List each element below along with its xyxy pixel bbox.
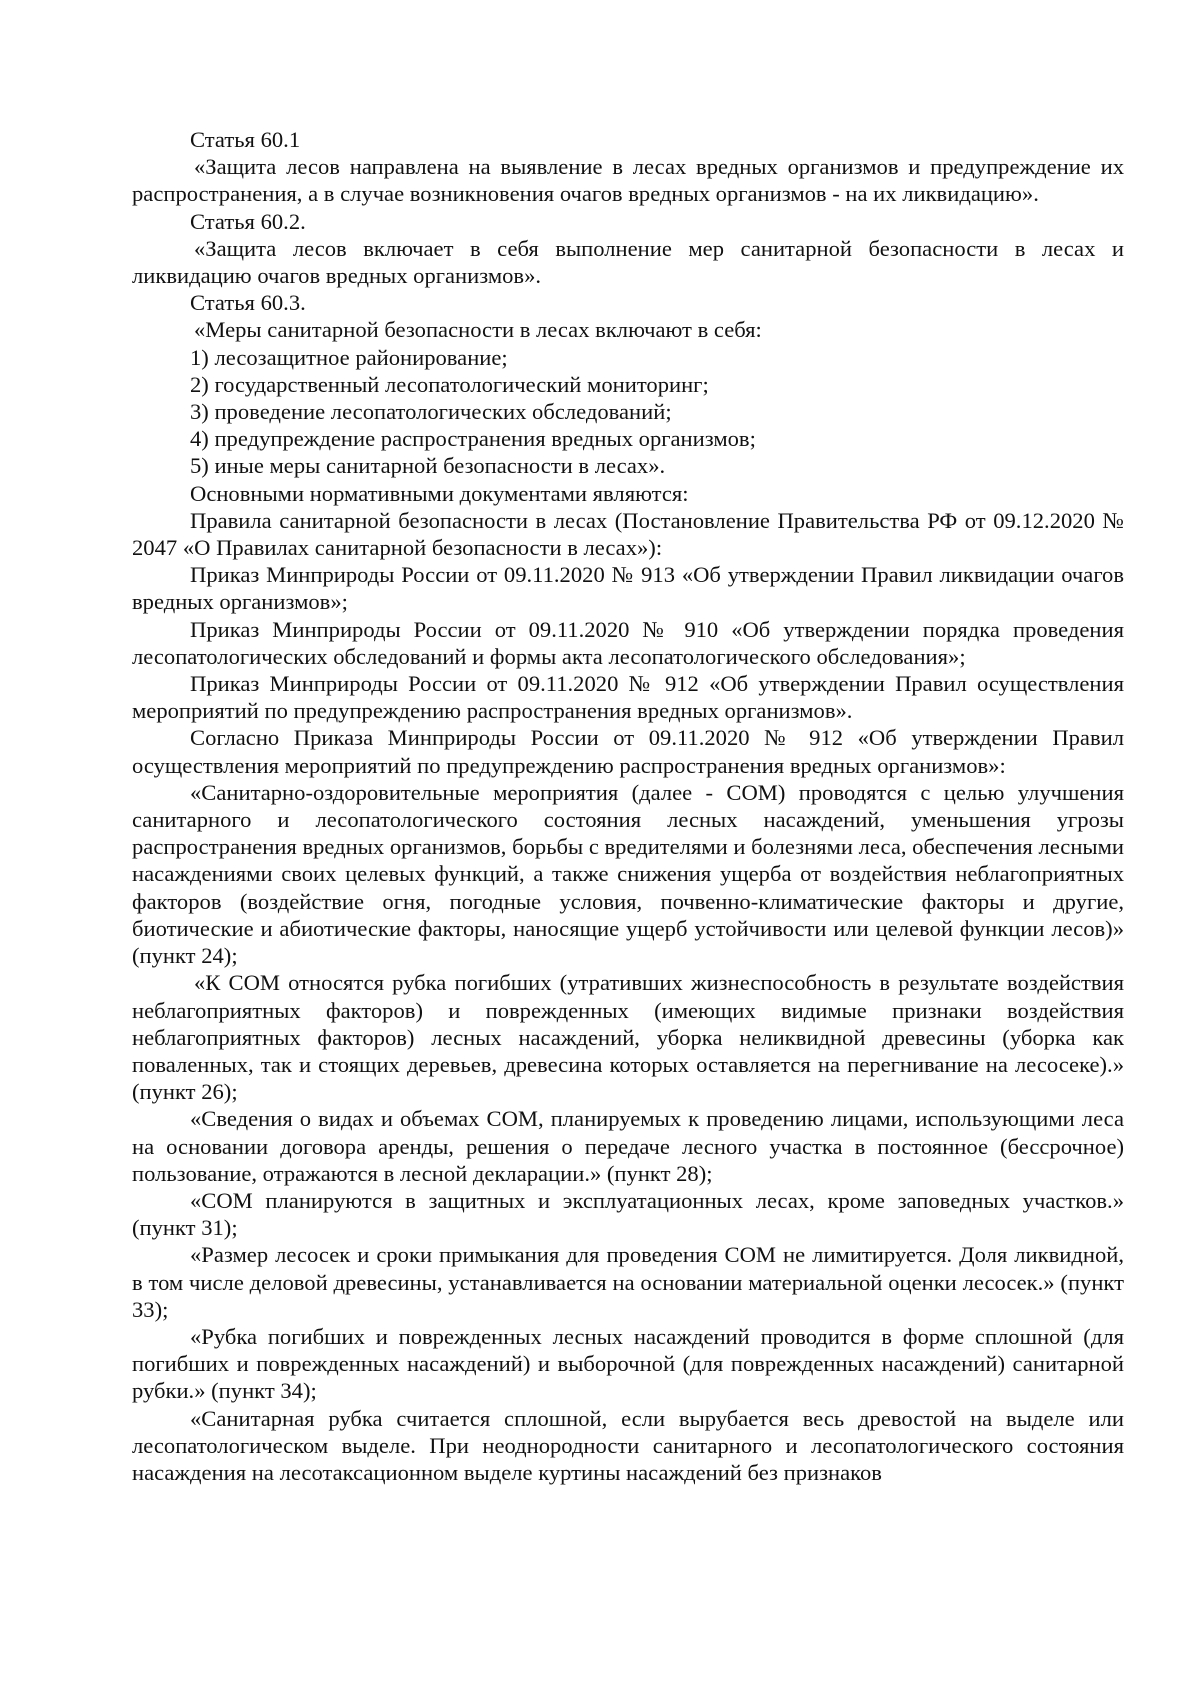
paragraph: Приказ Минприроды России от 09.11.2020 № 912 «Об утверждении Правил осуществления мероприятий по предупреждению распространения вредных организмов». xyxy=(132,671,1124,724)
article-quote: «Защита лесов включает в себя выполнение мер санитарной безопасности в лесах и ликвидацию очагов вредных организмов». xyxy=(132,235,1124,289)
article-heading: Статья 60.1 xyxy=(190,127,301,152)
paragraph: Основными нормативными документами являются: xyxy=(190,480,689,506)
list-item: 5) иные меры санитарной безопасности в лесах». xyxy=(190,453,666,479)
quoted-clause: «СОМ планируются в защитных и эксплуатационных лесах, кроме заповедных участков.» (пункт 31); xyxy=(132,1187,1124,1241)
paragraph: Согласно Приказа Минприроды России от 09.11.2020 № 912 «Об утверждении Правил осуществления мероприятий по предупреждению распространения вредных организмов»: xyxy=(132,725,1124,778)
paragraph: Приказ Минприроды России от 09.11.2020 № 913 «Об утверждении Правил ликвидации очагов вредных организмов»; xyxy=(132,562,1124,615)
paragraph: Приказ Минприроды России от 09.11.2020 № 910 «Об утверждении порядка проведения лесопатологических обследований и формы акта лесопатологического обследования»; xyxy=(132,616,1124,669)
list-item: 2) государственный лесопатологический мониторинг; xyxy=(190,371,709,397)
quoted-clause: «Санитарная рубка считается сплошной, если вырубается весь древостой на выделе или лесопатологическом выделе. При неоднородности санитарного и лесопатологического состояния насаждения на лесотаксационном выделе куртины насаждений без признаков xyxy=(132,1405,1124,1485)
quoted-clause: «Рубка погибших и поврежденных лесных насаждений проводится в форме сплошной (для погибших и поврежденных насаждений) и выборочной (для поврежденных насаждений) санитарной рубки.» (пункт 34); xyxy=(132,1323,1124,1404)
list-item: 4) предупреждение распространения вредных организмов; xyxy=(190,426,756,452)
paragraph: Правила санитарной безопасности в лесах (Постановление Правительства РФ от 09.12.2020 № 2047 «О Правилах санитарной безопасности в лесах»): xyxy=(132,507,1124,561)
quoted-clause: «Сведения о видах и объемах СОМ, планируемых к проведению лицами, использующими леса на основании договора аренды, решения о передаче лесного участка в постоянное (бессрочное) пользование, отражаются в лесной декларации.» (пункт 28); xyxy=(132,1106,1124,1186)
document-page xyxy=(132,126,1124,1486)
quoted-clause: «Санитарно-оздоровительные мероприятия (далее - СОМ) проводятся с целью улучшения санитарного и лесопатологического состояния лесных насаждений, уменьшения угрозы распространения вредных организмов, борьбы с вредителями и болезнями леса, обеспечения лесными насаждениями своих целевых функций, а также снижения ущерба от воздействия неблагоприятных факторов (воздействие огня, погодные условия, почвенно-климатические факторы и другие, биотические и абиотические факторы, наносящие ущерб устойчивости или целевой функции лесов)» (пункт 24); xyxy=(132,779,1124,969)
article-quote: «Защита лесов направлена на выявление в лесах вредных организмов и предупреждение их распространения, а в случае возникновения очагов вредных организмов - на их ликвидацию». xyxy=(132,154,1124,207)
article-heading: Статья 60.2. xyxy=(190,208,306,234)
list-item: 3) проведение лесопатологических обследований; xyxy=(190,399,672,425)
article-quote: «Меры санитарной безопасности в лесах включают в себя: xyxy=(194,317,762,343)
article-heading: Статья 60.3. xyxy=(190,290,306,316)
quoted-clause: «К СОМ относятся рубка погибших (утративших жизнеспособность в результате воздействия неблагоприятных факторов) и поврежденных (имеющих видимые признаки воздействия неблагоприятных факторов) лесных насаждений, уборка неликвидной древесины (уборка как поваленных, так и стоящих деревьев, древесина которых оставляется на перегнивание на лесосеке).» (пункт 26); xyxy=(132,970,1124,1105)
list-item: 1) лесозащитное районирование; xyxy=(190,344,508,370)
quoted-clause: «Размер лесосек и сроки примыкания для проведения СОМ не лимитируется. Доля ликвидной, в том числе деловой древесины, устанавливается на основании материальной оценки лесосек.» (пункт 33); xyxy=(132,1242,1124,1322)
